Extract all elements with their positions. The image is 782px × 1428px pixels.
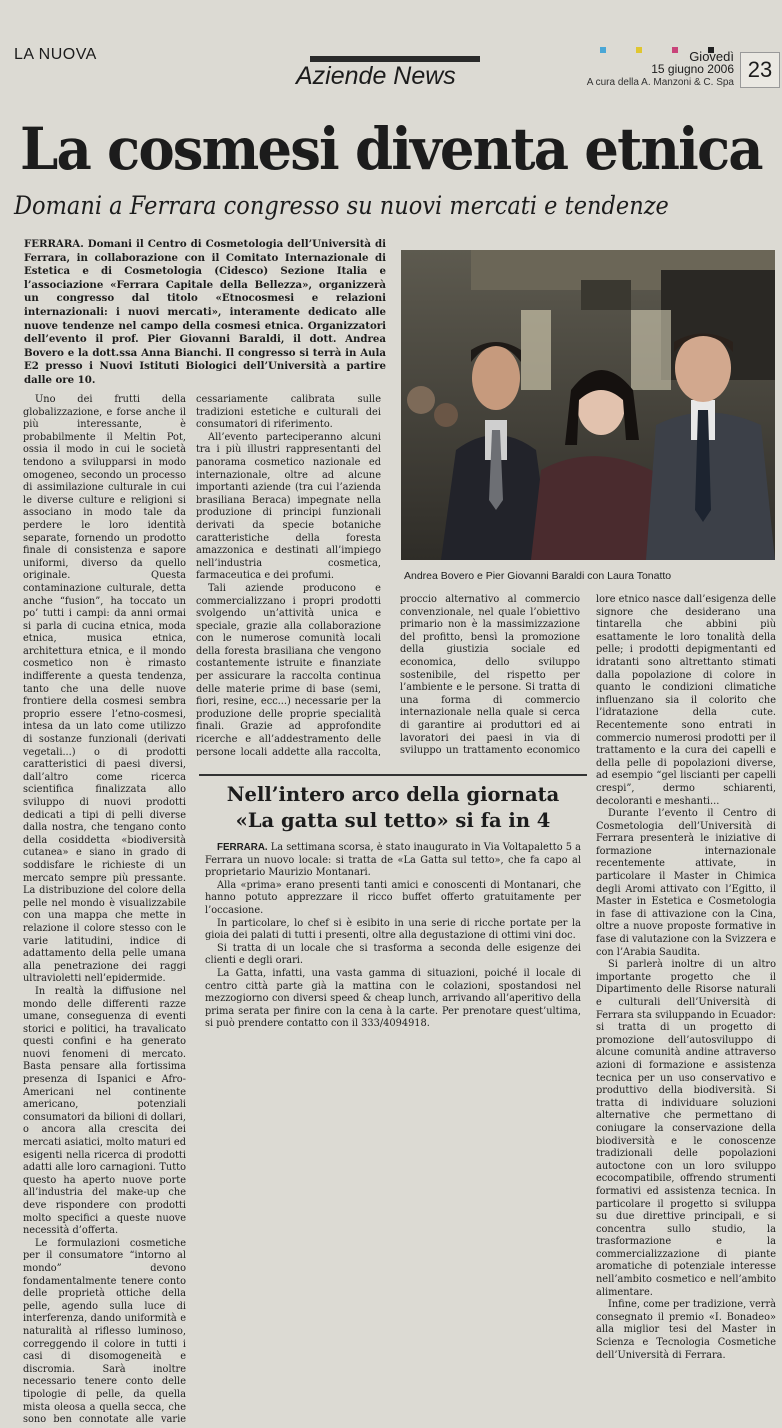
issue-date: 15 giugno 2006	[651, 62, 734, 76]
secondary-article-box	[199, 774, 587, 1426]
paragraph-text: La settimana scorsa, è stato inaugurato in Via Voltapaletto 5 a Ferrara un nuovo locale: si tratta de «La Gatta sul tetto», che fa capo al proprietario Maurizio Montanari.	[205, 842, 581, 879]
lede-paragraph	[24, 238, 386, 388]
issue-day: Giovedì	[689, 49, 734, 64]
paragraph: Infine, come per tradizione, verrà consegnato il premio «I. Bonadeo» alla miglior tesi del Master in Scienza e Tecnologia Cosmetiche dell’Università di Ferrara.	[596, 1299, 776, 1361]
paragraph: Si tratta di un locale che si trasforma a seconda delle esigenze dei clienti e degli orari.	[205, 942, 581, 967]
secondary-dateline: FERRARA.	[217, 842, 268, 853]
body-column-3	[400, 594, 580, 756]
main-headline: La cosmesi diventa etnica	[20, 115, 762, 183]
event-photo	[401, 250, 775, 560]
photo-illustration	[401, 250, 775, 560]
section-title: Aziende News	[296, 62, 456, 90]
paragraph: Le formulazioni cosmetiche per il consumatore “intorno al mondo” devono fondamentalmente tenere conto delle proprietà ottiche della pelle, agendo sulla luce di interferenza, dando uniformità e naturalità al riflesso luminoso, correggendo il colore in tutti i casi di disomogeneità e discromia. Sarà inoltre necessario tenere conto delle tipologie di pelle, da quella mista oleosa a quella secca, che sono ben connotate alle varie	[23, 1237, 186, 1424]
secondary-article-body	[205, 842, 581, 1426]
secondary-headline-line-2: «La gatta sul tetto» si fa in 4	[235, 809, 551, 832]
paragraph: La Gatta, infatti, una vasta gamma di situazioni, poiché il locale di centro città parte già la mattina con le colazioni, spostandosi nel mezzogiorno con diversi speed & cheap lunch, arrivando all’aperitivo della prima serata per finire con la cena à la carte. Per prenotare quest’ultima, si può prendere contatto con il 333/4094918.	[205, 967, 581, 1030]
paragraph	[205, 842, 581, 880]
paragraph: lore etnico nasce dall’esigenza delle signore che desiderano una tintarella che abbini più esattamente le loro tonalità della pelle; i prodotti depigmentanti ed idratanti sono altrettanto stimati dalla popolazione di colore in quanto le condizioni climatiche influenzano sia il colorito che l’idratazione della cute. Recentemente sono entrati in commercio numerosi prodotti per il trattamento e la cura dei capelli e della pelle di popolazioni diverse, ad esempio “gel liscianti per capelli crespi”, dermo schiarenti, decoloranti e meshanti...	[596, 594, 776, 807]
newspaper-name: LA NUOVA	[14, 46, 97, 63]
print-registration-marks	[600, 38, 760, 46]
paragraph: In realtà la diffusione nel mondo delle differenti razze umane, conseguenza di eventi storici e politici, ha travalicato questi confini e ha generato nuovi fenomeni di mercato. Basta pensare alla fortissima presenza di Ispanici e Afro-Americani nel continente americano, potenziali consumatori da bilioni di dollari, o ancora alla crescita dei mercati asiatici, molto maturi ed esigenti nella ricerca di prodotti adatti alle loro carnagioni. Tutto questo ha aperto nuove porte all’industria del make-up che deve rispondere con prodotti molto specifici a queste nuove necessità d’offerta.	[23, 985, 186, 1237]
section-credit: A cura della A. Manzoni & C. Spa	[586, 77, 734, 88]
lede-dateline: FERRARA.	[24, 238, 84, 250]
paragraph: Durante l’evento il Centro di Cosmetologia dell’Università di Ferrara presenterà le iniziative di formazione internazionale recentemente attivate, in particolare il Master in Chimica degli Aromi attivato con l’Egitto, il Master in Estetica e Cosmetologia in fase di attivazione con la Cina, oltre a nuove proposte formative in fase di valutazione con la Svizzera e con l’Arabia Saudita.	[596, 808, 776, 958]
paragraph: Tali aziende producono e commercializzano i propri prodotti svolgendo un’attività unica e speciale, grazie alla collaborazione con le numerose comunità locali della foresta brasiliana che vengono costantemente istruite e finanziate per assicurare la raccolta continua delle materie prime di base (semi, fiori, resine, ecc...) necessarie per la produzione delle proprie specialità finali. Grazie ad approfondite ricerche e all’addestramento delle persone locali addette alla raccolta,	[196, 582, 381, 756]
photo-caption: Andrea Bovero e Pier Giovanni Baraldi con Laura Tonatto	[404, 570, 672, 582]
paragraph: Uno dei frutti della globalizzazione, e forse anche il più interessante, è probabilmente il Meltin Pot, ossia il modo in cui le società tendono a svilupparsi in modo omogeneo, secondo un processo di assimilazione culturale in cui le diverse culture e religioni si associano in modo tale da perdere le loro identità separate, fornendo un prodotto finale di consistenza e sapore uniformi, diverso da quello originale. Questa contaminazione culturale, detta anche “fusion”, ha toccato un po’ tutti i campi: da anni ormai si parla di cucina etnica, moda etnica, musica etnica, architettura etnica, e il mondo cosmetico non è rimasto indifferente a questa tendenza, tanto che una delle nuove frontiere della cosmesi sembra proprio essere l’etno-cosmesi, intesa da un lato come utilizzo di sostanze funzionali (derivati vegetali...) o di prodotti caratteristici di paesi diversi, dall’altro come ricerca scientifica finalizzata allo sviluppo di nuovi prodotti dedicati a tipi di pelli diverse dalla nostra, che tengano conto della cosiddetta «biodiversità cutanea» e siano in grado di soddisfare le richieste di un mercato sempre più pressante. La distribuzione del colore della pelle nel mondo è visualizzabile con una mappa che mette in relazione il colore stesso con le varie latitudini, indice di adattamento della pelle umana alla penetrazione dei raggi ultravioletti nell’epidermide.	[23, 394, 186, 985]
body-column-1	[23, 394, 186, 1424]
paragraph: proccio alternativo al commercio convenzionale, nel quale l’obiettivo primario non è la massimizzazione del profitto, bensì la promozione della giustizia sociale ed economica, dello sviluppo sostenibile, del rispetto per l’ambiente e le persone. Si tratta di una forma di commercio internazionale nella quale si cerca di garantire ai produttori ed ai lavoratori dei paesi in via di sviluppo un trattamento economico	[400, 594, 580, 756]
paragraph: cessariamente calibrata sulle tradizioni estetiche e culturali dei consumatori di riferimento.	[196, 394, 381, 431]
paragraph: In particolare, lo chef si è esibito in una serie di ricche portate per la gioia dei palati di tutti i presenti, oltre alla degustazione di ottimi vini doc.	[205, 917, 581, 942]
paragraph: Alla «prima» erano presenti tanti amici e conoscenti di Montanari, che hanno potuto apprezzare il ricco buffet offerto gratuitamente per l’occasione.	[205, 879, 581, 916]
date-block	[586, 50, 734, 89]
secondary-headline	[199, 782, 587, 834]
page-number: 23	[740, 52, 780, 88]
paragraph: All’evento parteciperanno alcuni tra i più illustri rappresentanti del panorama cosmetico nazionale ed internazionale, oltre ad alcune importanti aziende (tra cui l’azienda brasiliana Beraca) impegnate nella produzione di principi funzionali derivati da specie botaniche caratteristiche della foresta amazzonica e destinati all’impiego nell’industria cosmetica, farmaceutica e dei profumi.	[196, 431, 381, 582]
subheadline: Domani a Ferrara congresso su nuovi mercati e tendenze	[14, 191, 669, 220]
paragraph: Si parlerà inoltre di un altro importante progetto che il Dipartimento delle Risorse naturali e culturali dell’Università di Ferrara sta sviluppando in Ecuador: si tratta di un progetto di promozione dell’autosviluppo di alcune comunità andine attraverso azioni di formazione e assistenza tecnica per un uso conservativo e produttivo della biodiversità. Si tratta di individuare soluzioni alternative che permettano di coniugare la conservazione della biodiversità e le conoscenze tradizionali delle popolazioni autoctone con un loro sviluppo ecocompatibile, offrendo strumenti formativi ed assistenza tecnica. In particolare il progetto si sviluppa su due direttive principali, e si concentra sullo studio, la trasformazione e la commercializzazione di piante aromatiche di potenziale interesse nell’ambito cosmetico e nell’ambito alimentare.	[596, 959, 776, 1298]
body-column-2	[196, 394, 381, 756]
lede-text: Domani il Centro di Cosmetologia dell’Università di Ferrara, in collaborazione con il Comitato Internazionale di Estetica e di Cosmetologia (Cidesco) Sezione Italia e l’associazione «Ferrara Capitale della Bellezza», organizzerà un congresso dal titolo «Etnocosmesi e relazioni internazionali: i nuovi mercati», interamente dedicato alle nuove tendenze nel campo della cosmesi etnica. Organizzatori dell’evento il prof. Pier Giovanni Baraldi, il dott. Andrea Bovero e la dott.ssa Anna Bianchi. Il congresso si terrà in Aula E2 presso i Nuovi Istituti Biologici dell’Università a partire dalle ore 10.	[24, 238, 386, 386]
secondary-headline-line-1: Nell’intero arco della giornata	[226, 783, 560, 806]
body-column-4	[596, 594, 776, 1424]
